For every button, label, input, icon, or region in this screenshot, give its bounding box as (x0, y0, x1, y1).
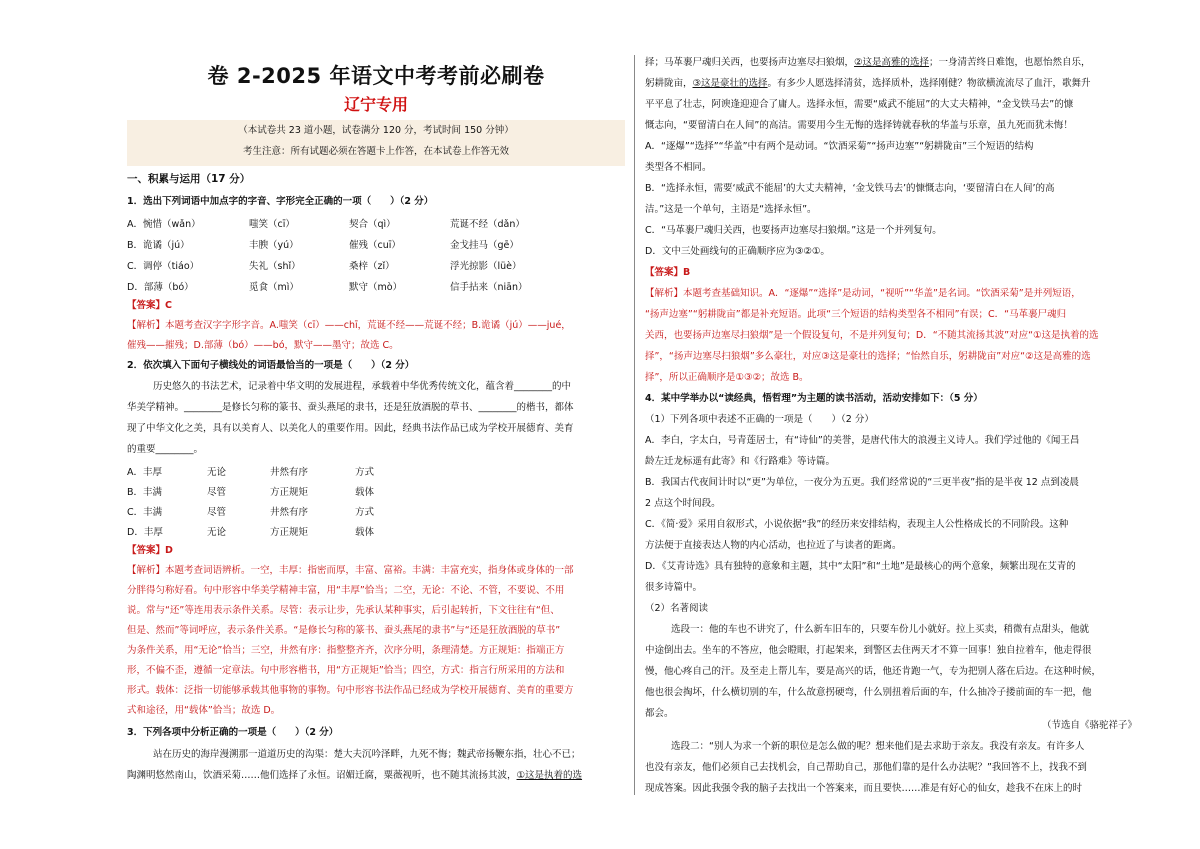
q4-option-c-cont: 方法便于直接表达人物的内心活动，也拉近了与读者的距离。 (645, 540, 902, 551)
q2-option-b2: 尽管 (207, 487, 227, 498)
q1-option-d2: 觅食（mì） (249, 282, 299, 293)
q2-option-a2: 无论 (207, 467, 227, 478)
q3-passage-text: ；一身清苦终日难饱，也愿怡然自乐， (929, 57, 1091, 68)
column-divider (634, 55, 635, 795)
q3-passage-line (127, 769, 582, 783)
q2-option-a1: A．丰厚 (127, 467, 162, 478)
excerpt-1-line: 中途倒出去。坐车的不答应，他会瞪眼，打起架来，到警区去住两天才不算一回事！独自拉着车，他走得很 (645, 645, 1092, 656)
section-heading: 一、积累与运用（17 分） (127, 173, 251, 185)
q3-passage-text: 陶渊明悠然南山，饮酒采菊……他们选择了永恒。诏媚迁腐，粟薇视听，也不随其流扬其波， (127, 770, 517, 781)
q4-option-b: B．我国古代夜间计时以“更”为单位，一夜分为五更。我们经常说的“三更半夜”指的是半夜 12 点到凌晨 (645, 477, 1079, 488)
excerpt-1-line: 选段一：他的车也不讲究了，什么新车旧车的，只要车份儿小就好。拉上买卖，稍微有点甜头，他就 (671, 624, 1090, 635)
q2-option-c2: 尽管 (207, 507, 227, 518)
q2-analysis-line: 说。常与“还”等连用表示条件关系。尽管：表示让步，先承认某种事实，后引起转折，下文往往有“但、 (127, 605, 560, 616)
q2-analysis-line: 形式。载体：泛指一切能够承载其他事物的事物。句中形容书法作品已经成为学校开展德育、美育的重要方 (127, 685, 574, 696)
q3-analysis-line: 关西，也要扬声边塞尽扫狼烟”是一个假设复句，不是并列复句；D．“不随其流扬其波”对应“①这是执着的选 (645, 330, 1099, 341)
q1-option-b2: 丰腴（yú） (249, 240, 299, 251)
q1-option-a1: A．惋惜（wǎn） (127, 219, 201, 230)
q3-passage-line: 慨志向，“要留清白在人间”的高洁。需要用今生无悔的选择铸就春秋的华盖与乐章，虽九死而犹未悔！ (645, 120, 1073, 131)
q3-passage-line (645, 56, 1091, 70)
excerpt-2-line: 现成答案。因此我强令我的脑子去找出一个答案来，而且要快……准是有好心的仙女，趁我不在床上的时 (645, 783, 1083, 794)
q3-passage-text: 。有多少人愿选择清贫，选择质朴，选择刚健？物欲横流流尽了血汗，歌舞升 (767, 78, 1091, 89)
q2-answer: 【答案】D (127, 545, 173, 556)
q3-answer: 【答案】B (645, 267, 691, 278)
q4-subquestion-1: （1）下列各项中表述不正确的一项是（ ）（2 分） (645, 414, 874, 425)
q1-option-b3: 催残（cuī） (349, 240, 401, 251)
q3-passage-text: 择；马革裹尸魂归关西，也要扬声边塞尽扫狼烟， (645, 57, 855, 68)
q3-passage-line: 站在历史的海岸漫溯那一道道历史的沟渠：楚大夫沉吟泽畔，九死不悔；魏武帝扬鞭东指，壮心不已； (153, 749, 581, 760)
q3-option-c: C．“马革裹尸魂归关西，也要扬声边塞尽扫狼烟。”这是一个并列复句。 (645, 225, 942, 236)
q2-option-a3: 井然有序 (270, 467, 309, 478)
q1-analysis-line: 催残——摧残；D.部薄（bó）——bó，默守——墨守；故选 C。 (127, 340, 399, 351)
q2-option-d3: 方正规矩 (270, 527, 309, 538)
question-2-stem: 2．依次填入下面句子横线处的词语最恰当的一项是（ ）（2 分） (127, 360, 415, 371)
page-title: 卷 2-2025 年语文中考考前必刷卷 (207, 64, 545, 88)
q2-option-d1: D．丰厚 (127, 527, 163, 538)
excerpt-2-line: 选段二：“别人为求一个新的职位是怎么做的呢？想来他们是去求助于亲友。我没有亲友。有许多人 (671, 741, 1085, 752)
q4-option-c: C．《简·爱》采用自叙形式，小说依据“我”的经历来安排结构，表现主人公性格成长的不同阶段。这种 (645, 519, 1069, 530)
q1-option-b1: B．诡谲（jú） (127, 240, 190, 251)
exam-notice (127, 120, 625, 166)
q3-passage-text: 躬耕陇亩， (645, 78, 693, 89)
q1-option-c3: 桑梓（zǐ） (349, 261, 395, 272)
q3-passage-line (645, 77, 1091, 91)
q2-analysis-line: 形，不偏不歪，遵循一定章法。句中形容楷书，用“方正规矩”恰当；四空，方式：指言行所采用的方法和 (127, 665, 565, 676)
excerpt-1-line: 都会。 (645, 708, 674, 719)
q3-option-b: B．“选择永恒，需要‘威武不能屈’的大丈夫精神，‘金戈铁马去’的慷慨志向，‘要留清白在人间’的高 (645, 183, 1055, 194)
q2-analysis-line: 为条件关系，用“无论”恰当；三空，井然有序：指整整齐齐，次序分明，条理清楚。方正规矩：指端正方 (127, 645, 565, 656)
q3-passage-line: 平平息了壮志，阿谀逢迎迎合了庸人。选择永恒，需要“威武不能屈”的大丈夫精神，“金戈铁马去”的慷 (645, 99, 1074, 110)
question-4-stem: 4．某中学举办以“读经典，悟哲理”为主题的读书活动，活动安排如下：（5 分） (645, 393, 983, 404)
notice-line-1: （本试卷共 23 道小题，试卷满分 120 分，考试时间 150 分钟） (238, 125, 514, 136)
excerpt-2-line: 也没有亲友，他们必须自己去找机会，自己帮助自己，那他们靠的是什么办法呢？”我回答不上，找我不到 (645, 762, 1087, 773)
excerpt-1-line: 慢，他心疼自己的汗。及至走上帮儿车，要是高兴的话，他还肯跑一气，专为把别人落在后边。在这种时候， (645, 666, 1102, 677)
q2-passage-line: 历史悠久的书法艺术，记录着中华文明的发展进程，承载着中华优秀传统文化，蕴含着________的中 (153, 381, 572, 392)
excerpt-1-source: （节选自《骆驼祥子》 (1041, 720, 1137, 731)
q1-option-c2: 失礼（shǐ） (249, 261, 301, 272)
notice-line-2: 考生注意：所有试题必须在答题卡上作答，在本试卷上作答无效 (242, 146, 509, 157)
q3-option-a: A．“逐爆”“选择”“华盖”中有两个是动词。“饮酒采菊”“扬声边塞”“躬耕陇亩”三个短语的结构 (645, 141, 1034, 152)
q1-option-a2: 嗤笑（cī） (249, 219, 295, 230)
question-1-stem: 1．选出下列词语中加点字的字音、字形完全正确的一项（ ）（2 分） (127, 196, 434, 207)
q2-analysis-line: 式和途径，用“载体”恰当；故选 D。 (127, 705, 281, 716)
page-subtitle: 辽宁专用 (343, 95, 408, 114)
q2-option-c4: 方式 (355, 507, 375, 518)
q3-analysis-line: 【解析】本题考查基础知识。A．“逐爆”“选择”是动词，“视听”“华盖”是名词。“饮酒采菊”是并列短语， (645, 288, 1081, 299)
q1-option-d1: D．部薄（bó） (127, 282, 194, 293)
q2-option-c3: 井然有序 (270, 507, 309, 518)
q1-option-b4: 金戈挂马（gē） (450, 240, 519, 251)
q3-analysis-line: 择”，所以正确顺序是①③②；故选 B。 (645, 372, 809, 383)
q4-option-a: A．李白，字太白，号青莲居士，有“诗仙”的美誉，是唐代伟大的浪漫主义诗人。我们学过他的《闻王昌 (645, 435, 1080, 446)
q2-passage-line: 的重要________。 (127, 444, 204, 455)
q2-option-d4: 载体 (355, 527, 375, 538)
q3-analysis-line: “扬声边塞”“躬耕陇亩”都是补充短语。此项“三个短语的结构类型各不相同”有误；C．“马革裹尸魂归 (645, 309, 1067, 320)
q2-option-c1: C．丰满 (127, 507, 163, 518)
q3-underlined-sentence: ②这是高雅的选择 (854, 57, 930, 68)
q1-option-c4: 浮光掠影（lüè） (450, 261, 522, 272)
q3-underlined-sentence: ①这是执着的选 (516, 770, 583, 781)
q4-subquestion-2: （2）名著阅读 (645, 603, 709, 614)
q1-analysis-line: 【解析】本题考查汉字字形字音。A.嗤笑（cī）——chī，荒诞不经——荒诞不经；B.诡谲（jú）——jué， (127, 320, 571, 331)
q3-analysis-line: 择”，“扬声边塞尽扫狼烟”多么豪壮，对应③这是豪壮的选择；“怡然自乐，躬耕陇亩”对应“②这是高雅的选 (645, 351, 1091, 362)
q4-option-d-cont: 很多诗篇中。 (645, 582, 703, 593)
q2-analysis-line: 分胖得匀称好看。句中形容中华美学精神丰富，用“丰厚”恰当；二空，无论：不论、不管，不要说、不用 (127, 585, 565, 596)
q3-option-a-cont: 类型各不相同。 (645, 162, 712, 173)
q1-answer: 【答案】C (127, 300, 172, 311)
q3-option-b-cont: 洁。”这是一个单句，主语是“选择永恒”。 (645, 204, 817, 215)
q2-analysis-line: 但是、然而”等词呼应，表示条件关系。“是修长匀称的篆书、蚕头燕尾的隶书”与“还是狂放酒脱的草书” (127, 625, 561, 636)
q1-option-a4: 荒诞不经（dǎn） (450, 219, 525, 230)
q2-option-b1: B．丰满 (127, 487, 163, 498)
question-3-stem: 3．下列各项中分析正确的一项是（ ）（2 分） (127, 727, 339, 738)
q1-option-d4: 信手拈来（niān） (450, 282, 528, 293)
excerpt-1-line: 他也很会掏坏，什么横切别的车，什么故意拐硬弯，什么别扭着后面的车，什么抽冷子搂前面的车一把，他 (645, 687, 1092, 698)
q4-option-a-cont: 龄左迁龙标遥有此寄》和《行路难》等诗篇。 (645, 456, 836, 467)
q1-option-a3: 契合（qì） (349, 219, 396, 230)
q1-option-c1: C．调停（tiáo） (127, 261, 200, 272)
q2-passage-line: 现了中华文化之美，具有以美育人、以美化人的重要作用。因此，经典书法作品已成为学校开展德育、美育 (127, 423, 574, 434)
q2-option-b3: 方正规矩 (270, 487, 309, 498)
q4-option-d: D．《艾青诗选》具有独特的意象和主题，其中“太阳”和“土地”是最核心的两个意象，频繁出现在艾青的 (645, 561, 1076, 572)
q3-underlined-sentence: ③这是豪壮的选择 (692, 78, 768, 89)
q2-passage-line: 华美学精神。________是修长匀称的篆书、蚕头燕尾的隶书，还是狂放酒脱的草书、________的楷书，都体 (127, 402, 574, 413)
q2-option-d2: 无论 (207, 527, 227, 538)
q2-option-b4: 载体 (355, 487, 375, 498)
q3-option-d: D．文中三处画线句的正确顺序应为③②①。 (645, 246, 830, 257)
q1-option-d3: 默守（mò） (349, 282, 403, 293)
q4-option-b-cont: 2 点这个时间段。 (645, 498, 721, 509)
q2-option-a4: 方式 (355, 467, 375, 478)
q2-analysis-line: 【解析】本题考查词语辨析。一空，丰厚：指密而厚，丰富、富裕。丰满：丰富充实，指身体或身体的一部 (127, 565, 574, 576)
